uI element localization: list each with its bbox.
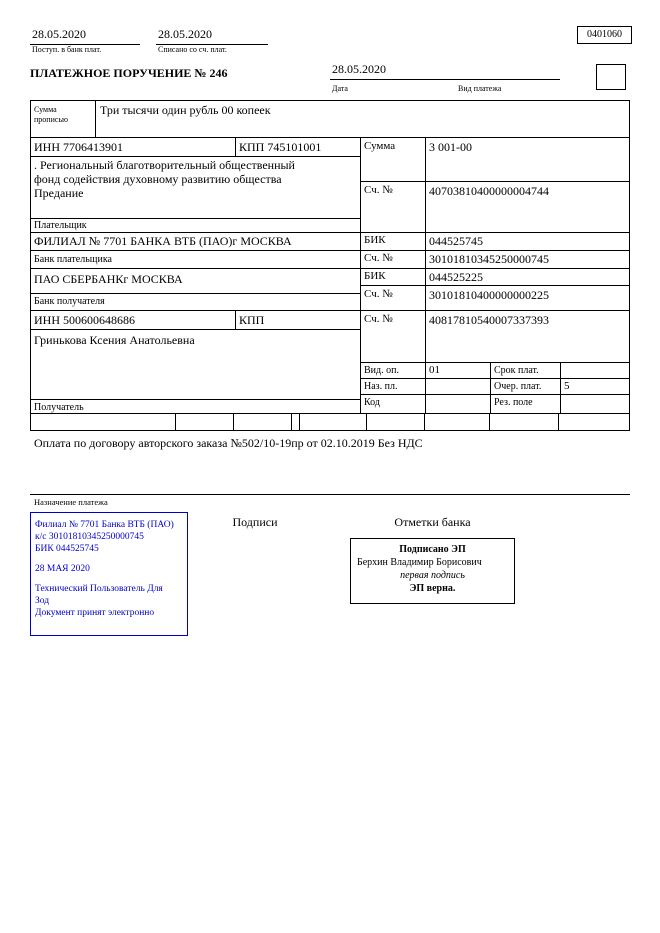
field-cell-divider [366,413,367,430]
operation-type-label: Вид. оп. [364,365,399,376]
payer-bank-name: ФИЛИАЛ № 7701 БАНКА ВТБ (ПАО)г МОСКВА [34,234,292,248]
bank-stamp-line: Филиал № 7701 Банка ВТБ (ПАО) [35,520,174,530]
bank-stamp [30,512,188,636]
reserve-field-label: Рез. поле [494,397,533,408]
divider-line [30,413,630,414]
divider-line [360,378,630,379]
amount-value: 3 001-00 [429,140,472,154]
document-title: ПЛАТЕЖНОЕ ПОРУЧЕНИЕ № 246 [30,66,228,80]
payment-type-caption: Вид платежа [458,84,502,93]
bank-stamp-line: Зод [35,596,50,606]
field-cell-divider [558,413,559,430]
date-debited-field [156,27,268,45]
divider-line [30,329,360,330]
date-received-value: 28.05.2020 [32,27,86,41]
date-received-field [30,27,140,45]
payer-section-label: Плательщик [34,220,87,231]
payee-bank-account: 30101810400000000225 [429,288,549,302]
divider-line [30,430,630,431]
divider-line [30,100,630,101]
payer-account: 40703810400000004744 [429,184,549,198]
divider-line [30,156,360,157]
payer-kpp: КПП 745101001 [239,140,322,154]
payee-bank-bik: 044525225 [429,270,483,284]
bank-stamp-line: Технический Пользователь Для [35,584,163,594]
signer-name: Берхин Владимир Борисович [357,557,482,568]
purpose-code-label: Наз. пл. [364,381,398,392]
payment-type-box [596,64,626,90]
amount-label: Сумма [364,140,396,152]
payment-purpose-label: Назначение платежа [34,497,108,507]
payee-bank-section-label: Банк получателя [34,296,105,307]
signature-verified: ЭП верна. [409,583,456,594]
payee-bank-name: ПАО СБЕРБАНКг МОСКВА [34,272,183,286]
payee-section-label: Получатель [34,402,84,413]
bank-stamp-line: 28 МАЯ 2020 [35,564,90,574]
date-debited-caption: Списано со сч. плат. [158,45,227,54]
field-cell-divider [424,413,425,430]
payer-bank-account-label: Сч. № [364,252,393,264]
divider-line [235,137,236,156]
payee-account-label: Сч. № [364,313,393,325]
divider-line [30,137,630,138]
divider-line [360,181,630,182]
divider-line [425,137,426,413]
divider-line [30,494,630,495]
field-cell-divider [489,413,490,430]
divider-line [360,394,630,395]
amount-words-label-line2: прописью [34,115,69,124]
bank-marks-heading: Отметки банка [394,515,471,529]
divider-line [30,100,31,431]
divider-line [490,362,491,413]
signature-stamp-title: Подписано ЭП [399,544,466,555]
code-label: Код [364,397,380,408]
divider-line [235,310,236,329]
amount-words-label-line1: Сумма [34,105,57,114]
field-cell-divider [175,413,176,430]
priority-label: Очер. плат. [494,381,542,392]
payee-account: 40817810540007337393 [429,313,549,327]
document-date-field [330,62,560,80]
priority-value: 5 [564,380,570,392]
payer-bank-bik-label: БИК [364,234,386,246]
divider-line [30,293,360,294]
amount-words-value: Три тысячи один рубль 00 копеек [100,103,271,117]
document-date-value: 28.05.2020 [332,62,386,76]
payment-purpose-text: Оплата по договору авторского заказа №502/10-19пр от 02.10.2019 Без НДС [34,436,423,450]
divider-line [360,137,361,413]
field-cell-divider [299,413,300,430]
payer-name: . Региональный благотворительный общественный фонд содействия духовному развитию общества Предание [34,158,295,201]
signature-stamp [350,538,515,604]
signature-type: первая подпись [400,570,465,581]
bank-stamp-line: БИК 044525745 [35,544,99,554]
divider-line [560,362,561,413]
divider-line [95,100,96,137]
payee-kpp-label: КПП [239,313,265,327]
payee-inn: ИНН 500600648686 [34,313,135,327]
payer-bank-account: 30101810345250000745 [429,252,549,266]
payee-bank-account-label: Сч. № [364,288,393,300]
divider-line [629,100,630,431]
date-received-caption: Поступ. в банк плат. [32,45,102,54]
bank-stamp-line: к/с 30101810345250000745 [35,532,144,542]
divider-line [30,310,630,311]
due-date-label: Срок плат. [494,365,539,376]
field-cell-divider [233,413,234,430]
payer-bank-section-label: Банк плательщика [34,254,112,265]
signatures-heading: Подписи [232,515,278,529]
date-debited-value: 28.05.2020 [158,27,212,41]
payer-account-label: Сч. № [364,184,393,196]
divider-line [30,250,630,251]
payee-name: Гринькова Ксения Анатольевна [34,333,195,347]
payer-bank-bik: 044525745 [429,234,483,248]
divider-line [360,362,630,363]
field-cell-divider [291,413,292,430]
divider-line [30,399,360,400]
date-caption: Дата [332,84,348,93]
bank-stamp-line: Документ принят электронно [35,608,155,618]
divider-line [30,232,630,233]
divider-line [360,285,630,286]
payer-inn: ИНН 7706413901 [34,140,123,154]
operation-type-value: 01 [429,364,440,376]
divider-line [30,218,360,219]
form-code-box: 0401060 [577,26,632,44]
divider-line [30,268,630,269]
payee-bank-bik-label: БИК [364,270,386,282]
